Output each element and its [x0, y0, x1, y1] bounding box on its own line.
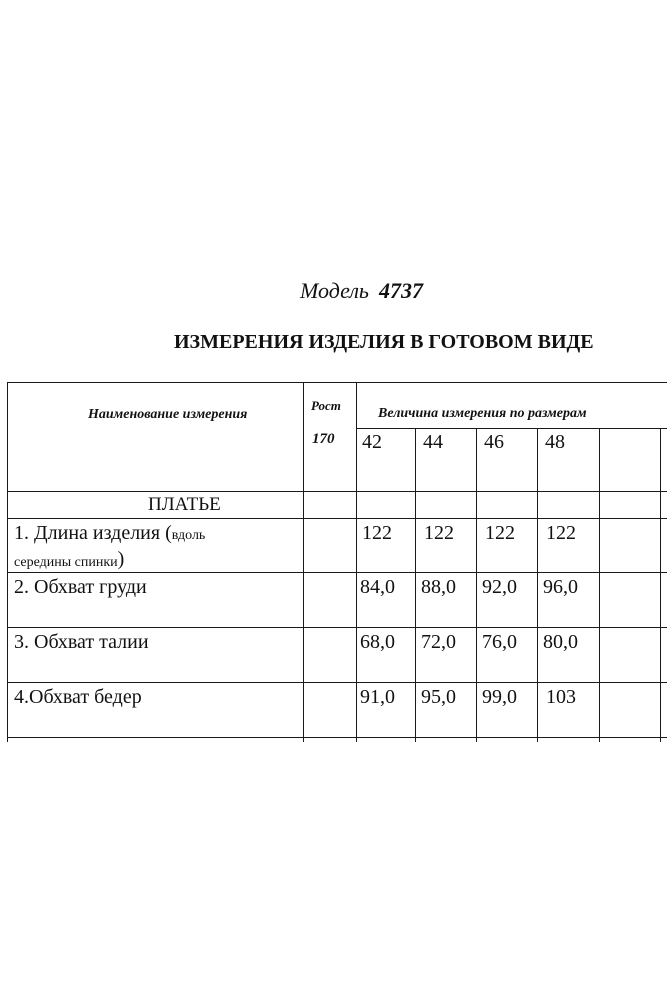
size-column-line-2 — [476, 428, 477, 742]
row-4-label: 4.Обхват бедер — [14, 686, 142, 708]
row-1-value-44: 122 — [424, 522, 454, 544]
row-1-label-line2-tail: ) — [117, 548, 125, 570]
size-44: 44 — [423, 431, 443, 453]
size-46: 46 — [484, 431, 504, 453]
row-3-value-42: 68,0 — [360, 631, 395, 653]
row-4-value-42: 91,0 — [360, 686, 395, 708]
row-4-value-44: 95,0 — [421, 686, 456, 708]
model-title — [300, 278, 423, 304]
header-sizes: Величина измерения по размерам — [378, 406, 587, 421]
rost-column-right-line — [356, 382, 357, 742]
row-3-label: 3. Обхват талии — [14, 631, 149, 653]
table-border-left — [7, 382, 8, 742]
model-number: 4737 — [378, 278, 423, 303]
row-1-label-small: вдоль — [171, 528, 206, 543]
section-bottom-line — [7, 518, 667, 519]
sizes-header-divider — [356, 428, 667, 429]
model-label: Модель — [300, 278, 369, 303]
row-3-value-44: 72,0 — [421, 631, 456, 653]
row-3-bottom-line — [7, 682, 667, 683]
row-2-bottom-line — [7, 627, 667, 628]
header-bottom-line — [7, 491, 667, 492]
size-column-line-3 — [537, 428, 538, 742]
row-1-value-42: 122 — [362, 522, 392, 544]
section-title: ПЛАТЬЕ — [148, 494, 221, 515]
header-rost-value: 170 — [312, 431, 335, 447]
row-1-label-line2-text: середины спинки — [14, 555, 118, 570]
row-4-value-46: 99,0 — [482, 686, 517, 708]
row-2-value-48: 96,0 — [543, 576, 578, 598]
row-2-value-46: 92,0 — [482, 576, 517, 598]
row-1-value-46: 122 — [485, 522, 515, 544]
row-1-label — [14, 522, 205, 545]
row-2-value-42: 84,0 — [360, 576, 395, 598]
row-2-label: 2. Обхват груди — [14, 576, 147, 598]
row-1-label-main: 1. Длина изделия ( — [14, 522, 172, 544]
header-measurement-name: Наименование измерения — [88, 407, 248, 422]
row-1-value-48: 122 — [546, 522, 576, 544]
row-4-bottom-line — [7, 737, 667, 738]
row-3-value-48: 80,0 — [543, 631, 578, 653]
rost-column-left-line — [303, 382, 304, 742]
row-2-value-44: 88,0 — [421, 576, 456, 598]
row-1-label-line2 — [14, 549, 124, 572]
size-column-line-4 — [599, 428, 600, 742]
size-48: 48 — [545, 431, 565, 453]
table-border-top — [7, 382, 667, 383]
header-rost-label: Рост — [311, 398, 341, 413]
size-column-line-1 — [415, 428, 416, 742]
size-42: 42 — [362, 431, 382, 453]
size-column-line-5 — [660, 428, 661, 742]
row-1-bottom-line — [7, 572, 667, 573]
row-3-value-46: 76,0 — [482, 631, 517, 653]
row-4-value-48: 103 — [546, 686, 576, 708]
page-heading: ИЗМЕРЕНИЯ ИЗДЕЛИЯ В ГОТОВОМ ВИДЕ — [174, 331, 594, 353]
